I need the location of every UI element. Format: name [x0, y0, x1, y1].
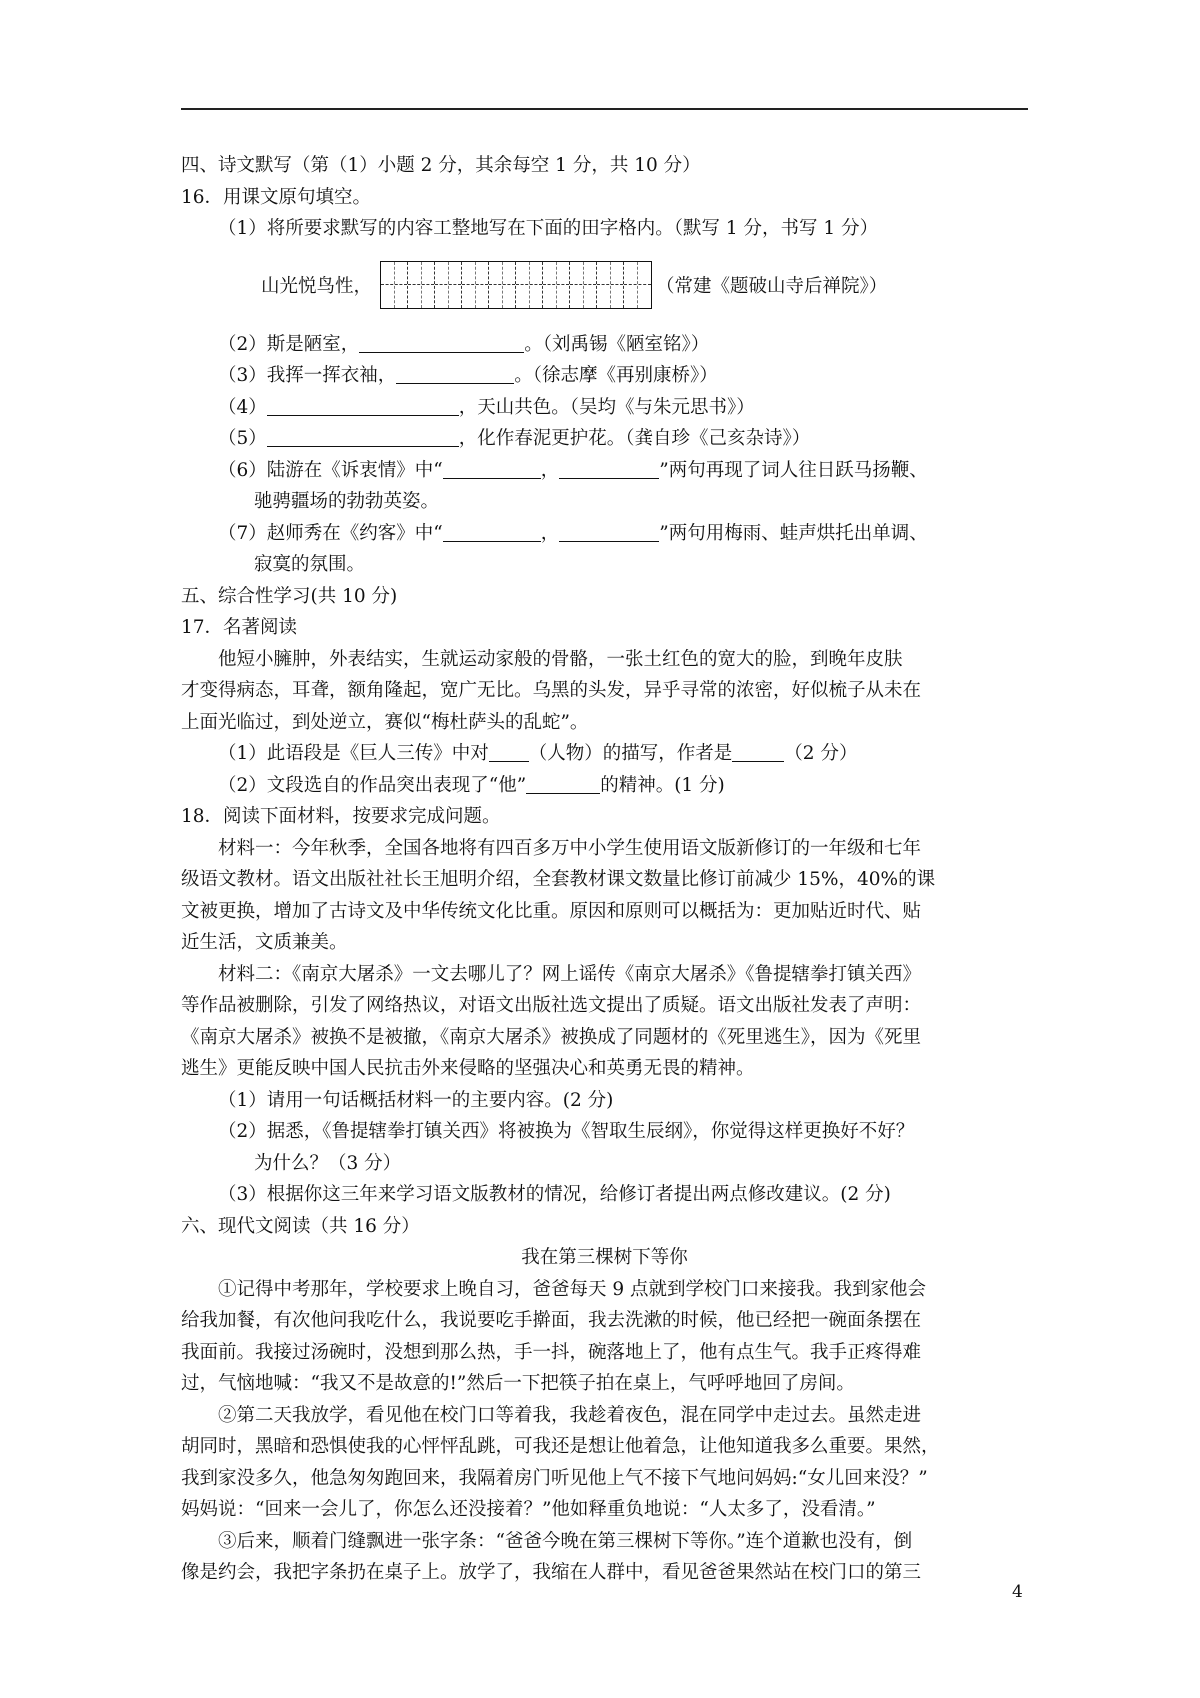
- q18-part1: （1）请用一句话概括材料一的主要内容。(2 分): [218, 1089, 614, 1111]
- header-rule: [181, 108, 1028, 110]
- q16-part3-source: 。（徐志摩《再别康桥》）: [514, 365, 718, 386]
- article-line: 过，气恼地喊：“我又不是故意的!”然后一下把筷子拍在桌上，气呼呼地回了房间。: [181, 1373, 855, 1394]
- q18-part2-cont: 为什么？（3 分）: [254, 1152, 402, 1174]
- grid-cell: [408, 262, 435, 308]
- q16-part7: [181, 518, 1028, 550]
- article-line: ②第二天我放学，看见他在校门口等着我，我趁着夜色，混在同学中走过去。虽然走进: [218, 1404, 922, 1426]
- article-line: 我到家没多久，他急匆匆跑回来，我隔着房门听见他上气不接下气地问妈妈:“女儿回来没？”: [181, 1467, 928, 1489]
- answer-blank: [267, 426, 459, 447]
- grid-cell: [543, 262, 570, 308]
- q16-part5-source: ，化作春泥更护花。（龚自珍《己亥杂诗》）: [458, 428, 811, 449]
- q17-part1: [181, 738, 1028, 770]
- grid-suffix: （常建《题破山寺后禅院》）: [656, 275, 888, 297]
- q16-part7-comma: ，: [540, 522, 560, 544]
- grid-cell: [624, 262, 651, 308]
- material1-line: 文被更换，增加了古诗文及中华传统文化比重。原因和原则可以概括为：更加贴近时代、贴: [181, 900, 922, 922]
- answer-blank: [443, 521, 541, 542]
- q16-part4-source: ，天山共色。（吴均《与朱元思书》）: [458, 396, 755, 418]
- section-6-heading: 六、现代文阅读（共 16 分）: [181, 1215, 420, 1237]
- material1-line: 级语文教材。语文出版社社长王旭明介绍，全套教材课文数量比修订前减少 15%，40%的课: [181, 869, 936, 890]
- answer-blank: [359, 332, 524, 353]
- answer-blank: [443, 458, 541, 479]
- q16-part3: [181, 360, 1028, 392]
- q17-part1-mid: （人物）的描写，作者是: [528, 743, 733, 764]
- article-line: ③后来，顺着门缝飘进一张字条：“爸爸今晚在第三棵树下等你。”连个道歉也没有，倒: [218, 1530, 913, 1552]
- article-line: 我面前。我接过汤碗时，没想到那么热，手一抖，碗落地上了，他有点生气。我手正疼得难: [181, 1341, 922, 1363]
- q16-stem: 16．用课文原句填空。: [181, 186, 372, 208]
- q16-part2: [181, 329, 1028, 361]
- grid-cell: [570, 262, 597, 308]
- article-line: 胡同时，黑暗和恐惧使我的心怦怦乱跳，可我还是想让他着急，让他知道我多么重要。果然，: [181, 1436, 940, 1457]
- q16-part6: [181, 455, 1028, 487]
- answer-blank: [489, 741, 529, 762]
- article-line: 给我加餐，有次他问我吃什么，我说要吃手擀面，我去洗漱的时候，他已经把一碗面条摆在: [181, 1310, 922, 1331]
- q17-part2: [181, 770, 1028, 802]
- grid-cell: [381, 262, 408, 308]
- q16-part6-cont: 驰骋疆场的勃勃英姿。: [254, 491, 440, 512]
- q16-part4: [181, 392, 1028, 424]
- article-title: 我在第三棵树下等你: [521, 1247, 688, 1268]
- grid-cell: [462, 262, 489, 308]
- q17-part1-score: （2 分）: [784, 743, 858, 764]
- q16-part7-text: （7）赵师秀在《约客》中“: [218, 522, 443, 544]
- q17-passage-line: 他短小臃肿，外表结实，生就运动家般的骨骼，一张土红色的宽大的脸，到晚年皮肤: [218, 648, 903, 670]
- q16-part6-text: （6）陆游在《诉衷情》中“: [218, 459, 443, 481]
- q18-part2: （2）据悉，《鲁提辖拳打镇关西》将被换为《智取生辰纲》，你觉得这样更换好不好？: [218, 1121, 915, 1142]
- q17-passage-line: 才变得病态，耳聋，额角隆起，宽广无比。乌黑的头发，异乎寻常的浓密，好似梳子从未在: [181, 680, 922, 701]
- q16-part6-comma: ，: [540, 459, 560, 481]
- q17-passage-line: 上面光临过，到处逆立，赛似“梅杜萨头的乱蛇”。: [181, 711, 589, 733]
- grid-cell: [516, 262, 543, 308]
- q17-stem: 17．名著阅读: [181, 617, 298, 638]
- answer-blank: [559, 521, 659, 542]
- section-4-heading: 四、诗文默写（第（1）小题 2 分，其余每空 1 分，共 10 分）: [181, 155, 701, 176]
- q18-part3: （3）根据你这三年来学习语文版教材的情况，给修订者提出两点修改建议。(2 分): [218, 1184, 891, 1205]
- answer-blank: [559, 458, 659, 479]
- q17-part2-rest: 的精神。(1 分): [600, 774, 725, 796]
- article-line: ①记得中考那年，学校要求上晚自习，爸爸每天 9 点就到学校门口来接我。我到家他会: [218, 1278, 927, 1300]
- material2-line: 等作品被删除，引发了网络热议，对语文出版社选文提出了质疑。语文出版社发表了声明：: [181, 995, 922, 1016]
- material1-line: 近生活，文质兼美。: [181, 932, 348, 953]
- answer-blank: [396, 363, 514, 384]
- q16-part5-text: （5）: [218, 428, 267, 449]
- page-content: [181, 150, 1028, 1589]
- q18-stem: 18．阅读下面材料，按要求完成问题。: [181, 806, 501, 827]
- article-line: 妈妈说：“回来一会儿了，你怎么还没接着？”他如释重负地说：“人太多了，没看清。”: [181, 1499, 876, 1520]
- tianzige-row: [181, 249, 1028, 321]
- grid-cell: [435, 262, 462, 308]
- grid-prefix: 山光悦鸟性，: [261, 275, 373, 297]
- q16-part4-text: （4）: [218, 396, 267, 418]
- q16-part7-rest: ”两句用梅雨、蛙声烘托出单调、: [659, 522, 928, 544]
- grid-cell: [597, 262, 624, 308]
- q17-part2-text: （2）文段选自的作品突出表现了“他”: [218, 774, 527, 796]
- material2-line: 逃生》更能反映中国人民抗击外来侵略的坚强决心和英勇无畏的精神。: [181, 1058, 755, 1079]
- q16-part1: （1）将所要求默写的内容工整地写在下面的田字格内。（默写 1 分，书写 1 分）: [218, 218, 879, 239]
- q16-part6-rest: ”两句再现了词人往日跃马扬鞭、: [659, 459, 928, 481]
- material1-line: 材料一：今年秋季，全国各地将有四百多万中小学生使用语文版新修订的一年级和七年: [218, 837, 922, 859]
- article-line: 像是约会，我把字条扔在桌子上。放学了，我缩在人群中，看见爸爸果然站在校门口的第三: [181, 1562, 922, 1583]
- answer-blank: [267, 395, 459, 416]
- grid-cell: [489, 262, 516, 308]
- q16-part3-text: （3）我挥一挥衣袖，: [218, 365, 397, 386]
- material2-line: 材料二：《南京大屠杀》一文去哪儿了？网上谣传《南京大屠杀》《鲁提辖拳打镇关西》: [218, 963, 922, 985]
- q17-part1-text: （1）此语段是《巨人三传》中对: [218, 743, 489, 764]
- q16-part5: [181, 423, 1028, 455]
- tianzige-grid: [380, 261, 652, 309]
- section-5-heading: 五、综合性学习(共 10 分): [181, 585, 398, 607]
- answer-blank: [732, 741, 784, 762]
- q16-part2-text: （2）斯是陋室，: [218, 333, 360, 355]
- q16-part7-cont: 寂寞的氛围。: [254, 554, 366, 575]
- answer-blank: [526, 773, 600, 794]
- q16-part2-source: 。（刘禹锡《陋室铭》）: [524, 333, 710, 355]
- page-number: 4: [1012, 1582, 1023, 1602]
- material2-line: 《南京大屠杀》被换不是被撤，《南京大屠杀》被换成了同题材的《死里逃生》，因为《死里: [181, 1026, 922, 1048]
